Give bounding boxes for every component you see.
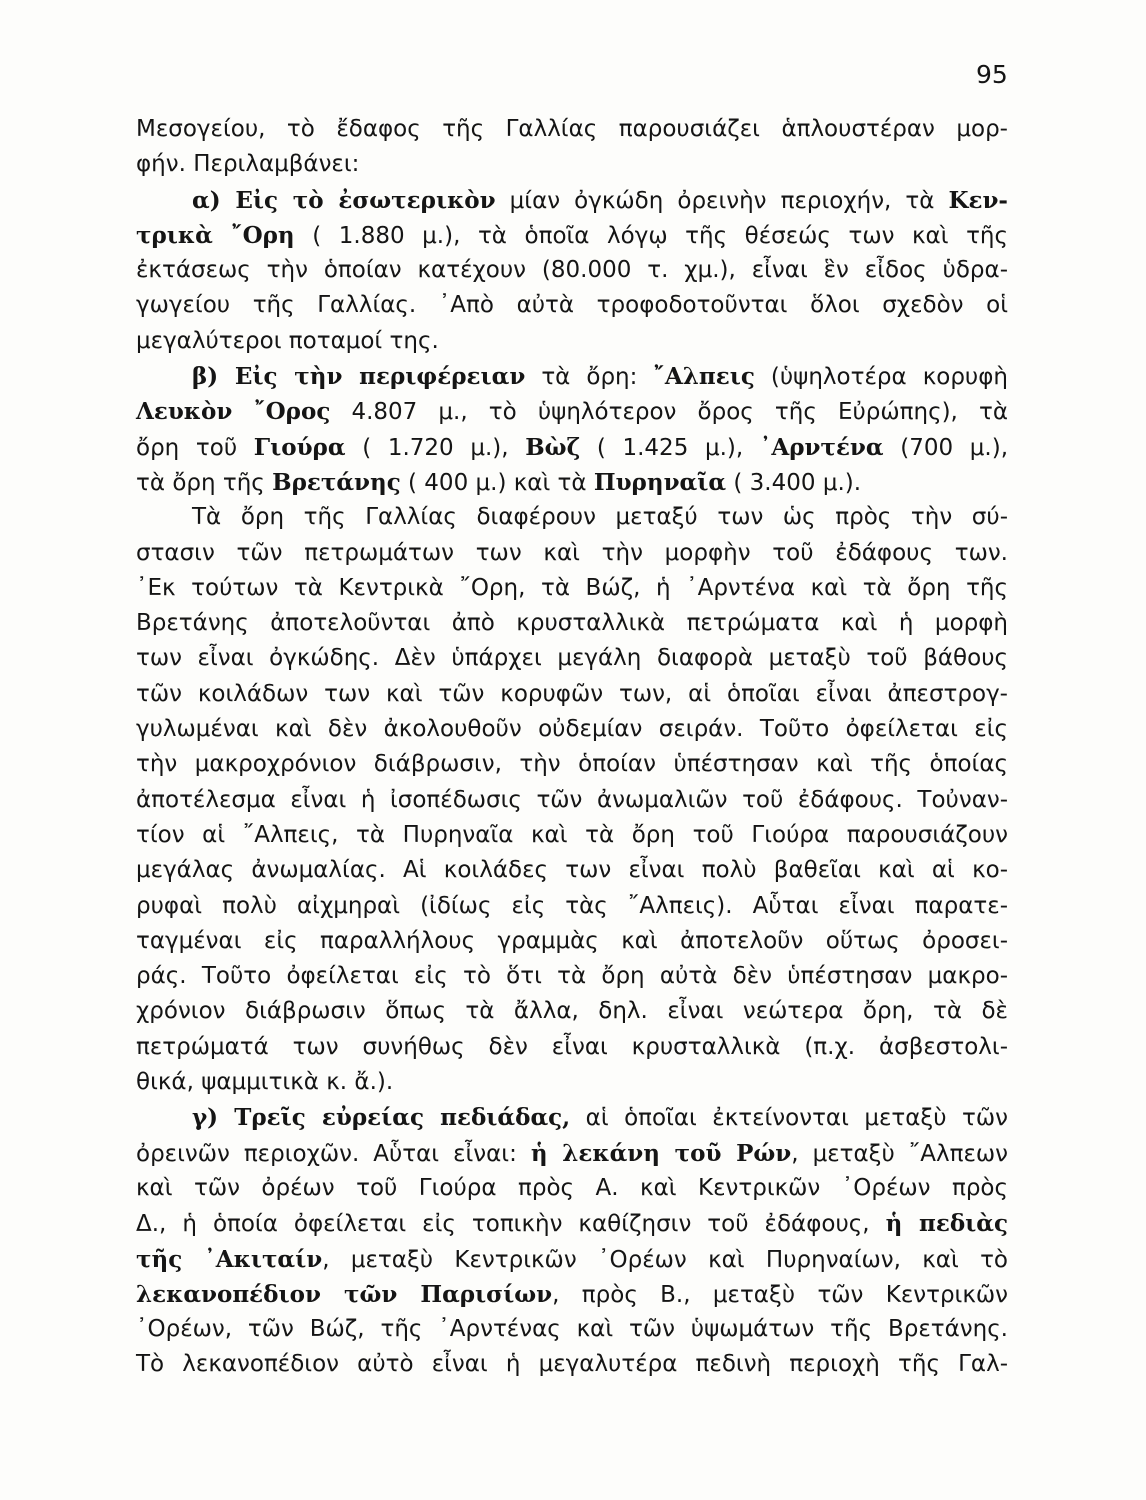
bold-term: τρικὰ ῎Ορη [136, 221, 295, 249]
text-run: πετρώματά των συνήθως δὲν εἶναι κρυσταλλικὰ (π.χ. ἀσβεστολι- [136, 1033, 1008, 1060]
bold-term: ἡ πεδιὰς [885, 1210, 1008, 1238]
text-run: ἐκτάσεως τὴν ὁποίαν κατέχουν (80.000 τ. χμ.), εἶναι ἓν εἶδος ὑδρα- [136, 257, 1008, 284]
text-run: στασιν τῶν πετρωμάτων των καὶ τὴν μορφὴν τοῦ ἐδάφους των. [136, 539, 1008, 566]
text-line [136, 536, 1008, 571]
text-run: τὰ ὄρη: [525, 364, 654, 391]
text-line [136, 359, 1008, 394]
page-number: 95 [976, 60, 1008, 89]
text-run: τὰ ὄρη τῆς [136, 469, 273, 496]
text-line [136, 747, 1008, 782]
bold-term: τῆς ᾿Ακιταίν [136, 1245, 323, 1273]
text-line [136, 465, 1008, 500]
text-run: ( 400 μ.) καὶ τὰ [400, 469, 594, 496]
text-line [136, 994, 1008, 1029]
text-line [136, 1030, 1008, 1065]
text-run: , μεταξὺ ῎Αλπεων [791, 1140, 1008, 1167]
bold-term: Βὼζ [525, 433, 581, 461]
text-run: Τὸ λεκανοπέδιον αὐτὸ εἶναι ἡ μεγαλυτέρα πεδινὴ περιοχὴ τῆς Γαλ- [136, 1351, 1008, 1378]
bold-term: ῎Αλπεις [653, 363, 755, 391]
text-line [136, 924, 1008, 959]
text-run: μεγαλύτεροι ποταμοί της. [136, 327, 439, 354]
bold-term: β) Εἰς τὴν περιφέρειαν [192, 363, 526, 391]
text-run: Βρετάνης ἀποτελοῦνται ἀπὸ κρυσταλλικὰ πετρώματα καὶ ἡ μορφὴ [136, 610, 1008, 637]
bold-term: γ) Τρεῖς εὐρείας πεδιάδας, [192, 1104, 571, 1132]
text-line [136, 853, 1008, 888]
text-run: , μεταξὺ Κεντρικῶν ᾿Ορέων καὶ Πυρηναίων, καὶ τὸ [322, 1246, 1008, 1273]
text-line [136, 394, 1008, 429]
text-run: ᾿Ορέων, τῶν Βώζ, τῆς ᾿Αρντένας καὶ τῶν ὑψωμάτων τῆς Βρετάνης. [136, 1316, 1008, 1343]
bold-term: Βρετάνης [272, 468, 401, 496]
text-run: τῶν κοιλάδων των καὶ τῶν κορυφῶν των, αἱ ὁποῖαι εἶναι ἀπεστρογ- [136, 680, 1008, 707]
text-line [136, 218, 1008, 253]
text-line [136, 183, 1008, 218]
text-run: τὴν μακροχρόνιον διάβρωσιν, τὴν ὁποίαν ὑπέστησαν καὶ τῆς ὁποίας [136, 751, 1008, 778]
text-line [136, 783, 1008, 818]
text-line [136, 1277, 1008, 1312]
bold-term: Γιούρα [253, 433, 346, 461]
text-line [136, 959, 1008, 994]
text-line [136, 288, 1008, 323]
text-line [136, 1206, 1008, 1241]
bold-term: λεκανοπέδιον τῶν Παρισίων [136, 1280, 553, 1308]
text-run: χρόνιον διάβρωσιν ὅπως τὰ ἄλλα, δηλ. εἶναι νεώτερα ὄρη, τὰ δὲ [136, 998, 1008, 1025]
text-run: ὀρεινῶν περιοχῶν. Αὗται εἶναι: [136, 1140, 531, 1167]
text-run: ταγμέναι εἰς παραλλήλους γραμμὰς καὶ ἀποτελοῦν οὕτως ὀροσει- [136, 927, 1008, 954]
text-line [136, 324, 1008, 359]
text-run: ( 3.400 μ.). [726, 469, 862, 496]
text-run: ἀποτέλεσμα εἶναι ἡ ἰσοπέδωσις τῶν ἀνωμαλιῶν τοῦ ἐδάφους. Τοὐναν- [136, 786, 1008, 813]
bold-term: α) Εἰς τὸ ἐσωτερικὸν [192, 186, 496, 214]
text-run: φήν. Περιλαμβάνει: [136, 151, 360, 178]
text-run: ὄρη τοῦ [136, 434, 254, 461]
bold-term: Πυρηναῖα [593, 468, 727, 496]
text-line [136, 1242, 1008, 1277]
bold-term: ᾿Αρντένα [759, 433, 884, 461]
text-run: (ὑψηλοτέρα κορυφὴ [754, 364, 1008, 391]
text-run: Δ., ἡ ὁποία ὀφείλεται εἰς τοπικὴν καθίζησιν τοῦ ἐδάφους, [136, 1211, 886, 1238]
text-body [136, 112, 1008, 1383]
text-run: θικά, ψαμμιτικὰ κ. ἄ.). [136, 1069, 394, 1096]
text-run: γυλωμέναι καὶ δὲν ἀκολουθοῦν οὐδεμίαν σειράν. Τοῦτο ὀφείλεται εἰς [136, 716, 1008, 743]
text-run: (700 μ.), [883, 434, 1009, 461]
text-run: ( 1.425 μ.), [580, 434, 760, 461]
text-run: ράς. Τοῦτο ὀφείλεται εἰς τὸ ὅτι τὰ ὄρη αὐτὰ δὲν ὑπέστησαν μακρο- [136, 963, 1008, 990]
text-run: ( 1.880 μ.), τὰ ὁποῖα λόγῳ τῆς θέσεώς των καὶ τῆς [294, 222, 1008, 249]
bold-term: Κεν- [948, 186, 1008, 214]
text-line [136, 677, 1008, 712]
text-run: καὶ τῶν ὀρέων τοῦ Γιούρα πρὸς Α. καὶ Κεντρικῶν ᾿Ορέων πρὸς [136, 1174, 1008, 1201]
text-line [136, 500, 1008, 535]
text-run: των εἶναι ὀγκώδης. Δὲν ὑπάρχει μεγάλη διαφορὰ μεταξὺ τοῦ βάθους [136, 645, 1008, 672]
text-run: ρυφαὶ πολὺ αἰχμηραὶ (ἰδίως εἰς τὰς ῎Αλπεις). Αὗται εἶναι παρατε- [136, 892, 1008, 919]
text-run: μίαν ὀγκώδη ὀρεινὴν περιοχήν, τὰ [495, 187, 949, 214]
bold-term: Λευκὸν ῎Ορος [136, 398, 331, 426]
text-line [136, 606, 1008, 641]
text-line [136, 889, 1008, 924]
text-run: ᾿Εκ τούτων τὰ Κεντρικὰ ῎Ορη, τὰ Βώζ, ἡ ᾿Αρντένα καὶ τὰ ὄρη τῆς [136, 574, 1008, 601]
bold-term: ἡ λεκάνη τοῦ Ρών [530, 1139, 792, 1167]
text-line [136, 1347, 1008, 1382]
text-line [136, 1100, 1008, 1135]
text-line [136, 571, 1008, 606]
text-line [136, 253, 1008, 288]
text-run: αἱ ὁποῖαι ἐκτείνονται μεταξὺ τῶν [570, 1105, 1008, 1132]
text-line [136, 430, 1008, 465]
text-run: Μεσογείου, τὸ ἔδαφος τῆς Γαλλίας παρουσιάζει ἁπλουστέραν μορ- [136, 116, 1008, 142]
text-line [136, 1312, 1008, 1347]
text-line [136, 641, 1008, 676]
text-run: Τὰ ὄρη τῆς Γαλλίας διαφέρουν μεταξύ των ὡς πρὸς τὴν σύ- [192, 504, 1008, 531]
text-run: ( 1.720 μ.), [345, 434, 526, 461]
text-line [136, 1136, 1008, 1171]
text-line [136, 712, 1008, 747]
text-line [136, 1065, 1008, 1100]
text-run: γωγείου τῆς Γαλλίας. ᾿Απὸ αὐτὰ τροφοδοτοῦνται ὅλοι σχεδὸν οἱ [136, 292, 1008, 319]
text-line [136, 818, 1008, 853]
text-run: τίον αἱ ῎Αλπεις, τὰ Πυρηναῖα καὶ τὰ ὄρη τοῦ Γιούρα παρουσιάζουν [136, 821, 1008, 848]
text-run: μεγάλας ἀνωμαλίας. Αἱ κοιλάδες των εἶναι πολὺ βαθεῖαι καὶ αἱ κο- [136, 857, 1008, 884]
text-line [136, 147, 1008, 182]
text-run: , πρὸς Β., μεταξὺ τῶν Κεντρικῶν [552, 1281, 1008, 1308]
text-line [136, 1171, 1008, 1206]
text-run: 4.807 μ., τὸ ὑψηλότερον ὄρος τῆς Εὐρώπης), τὰ [330, 399, 1008, 426]
text-line [136, 112, 1008, 147]
